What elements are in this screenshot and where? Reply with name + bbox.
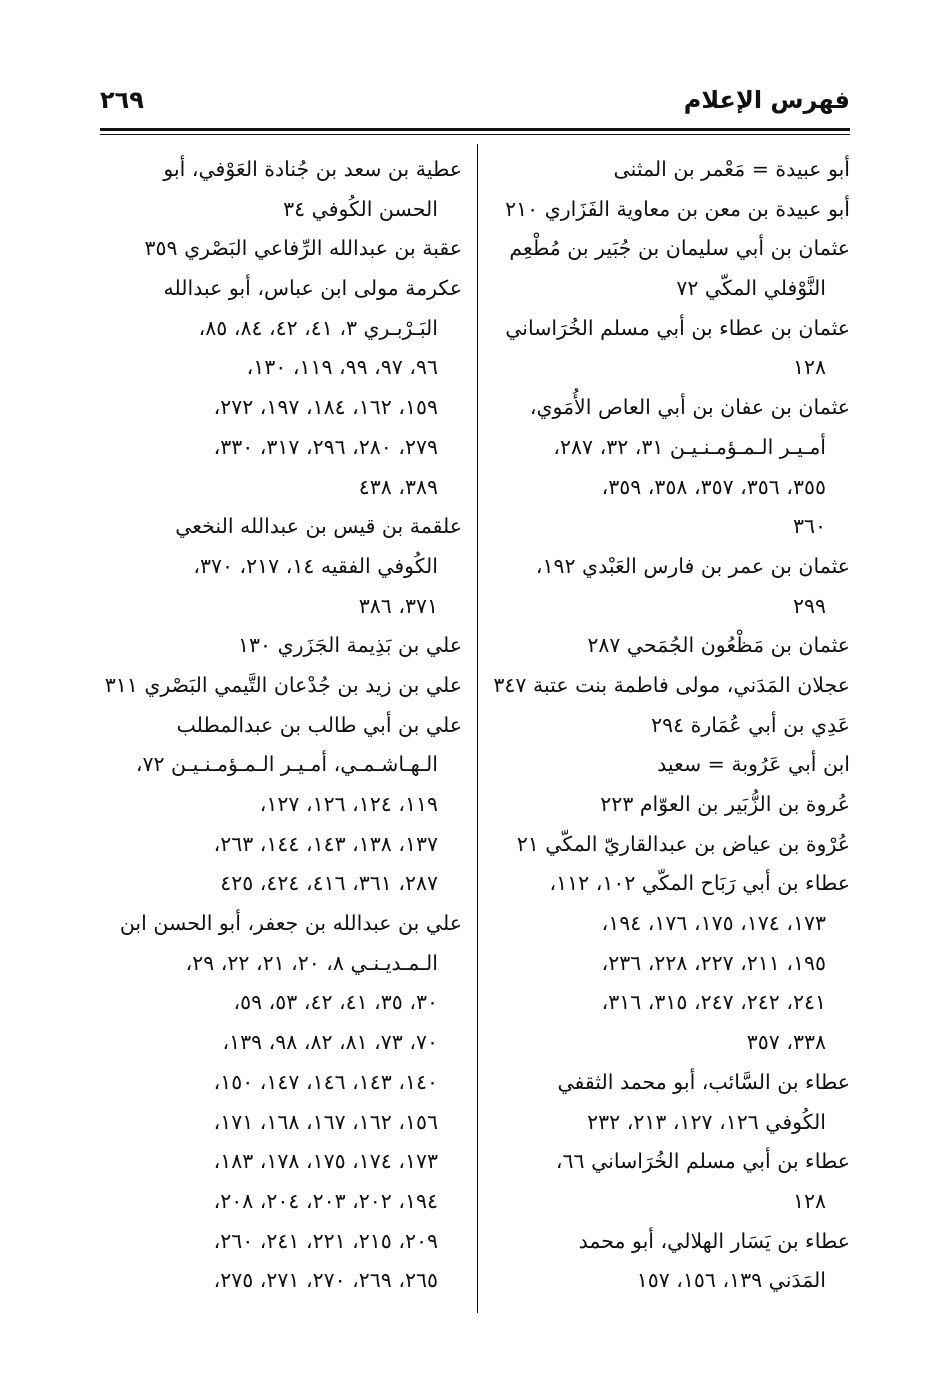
index-entry-line: علي بن عبدالله بن جعفر، أبو الحسن ابن bbox=[119, 911, 462, 936]
index-entry-line: علي بن زيد بن جُدْعان التَّيمي البَصْري ٣١١ bbox=[104, 672, 462, 697]
index-entry-line: عطاء بن يَسَار الهلالي، أبو محمد bbox=[578, 1228, 850, 1253]
index-entry-line: ١٢٨ bbox=[792, 1188, 826, 1213]
page-number: ٢٦٩ bbox=[100, 86, 144, 114]
index-entry-line: عثمان بن أبي سليمان بن جُبَير بن مُطْعِم bbox=[509, 236, 850, 261]
index-entry-line: ١٥٦، ١٦٢، ١٦٧، ١٦٨، ١٧١، bbox=[213, 1109, 438, 1134]
index-entry-line: عطاء بن السَّائب، أبو محمد الثقفي bbox=[557, 1069, 850, 1094]
index-entry-line: ٢٩٩ bbox=[792, 593, 826, 618]
index-entry-line: ٩٦، ٩٧، ٩٩، ١١٩، ١٣٠، bbox=[246, 355, 438, 380]
index-entry-line: الـمـديـنـي ٨، ٢٠، ٢١، ٢٢، ٢٩، bbox=[185, 950, 438, 975]
column-divider bbox=[477, 144, 478, 1313]
index-entry-line: ١٢٨ bbox=[792, 355, 826, 380]
index-entry-line: ٣٥٥، ٣٥٦، ٣٥٧، ٣٥٨، ٣٥٩، bbox=[601, 474, 826, 499]
index-entry-line: ٢٠٩، ٢١٥، ٢٢١، ٢٤١، ٢٦٠، bbox=[213, 1228, 438, 1253]
index-entry-line: ٢٦٥، ٢٦٩، ٢٧٠، ٢٧١، ٢٧٥، bbox=[213, 1268, 438, 1293]
index-entry-line: عجلان المَدَني، مولى فاطمة بنت عتبة ٣٤٧ bbox=[493, 672, 850, 697]
index-entry-line: ١٩٥، ٢١١، ٢٢٧، ٢٢٨، ٢٣٦، bbox=[601, 950, 826, 975]
index-entry-line: علقمة بن قيس بن عبدالله النخعي bbox=[175, 514, 462, 539]
index-entry-line: عثمان بن عفان بن أبي العاص الأُمَوي، bbox=[529, 395, 850, 420]
index-entry-line: عثمان بن عمر بن فارس العَبْدي ١٩٢، bbox=[535, 553, 850, 578]
index-entry-line: ١٩٤، ٢٠٢، ٢٠٣، ٢٠٤، ٢٠٨، bbox=[213, 1188, 438, 1213]
index-entry-line: عثمان بن مَظْعُون الجُمَحي ٢٨٧ bbox=[587, 633, 850, 658]
index-entry-line: عطاء بن أبي رَبَاح المكّي ١٠٢، ١١٢، bbox=[549, 871, 850, 896]
index-entry-line: ٣٧١، ٣٨٦ bbox=[358, 593, 438, 618]
page-header bbox=[100, 80, 850, 120]
index-entry-line: ابن أبي عَرُوبة = سعيد bbox=[657, 752, 850, 777]
index-entry-line: النَّوْفلي المكّي ٧٢ bbox=[676, 276, 826, 301]
header-rule-thin bbox=[100, 134, 850, 135]
index-entry-line: علي بن بَذِيمة الجَزَري ١٣٠ bbox=[238, 633, 462, 658]
header-rule-thick bbox=[100, 128, 850, 131]
index-entry-line: ٢٨٧، ٣٦١، ٤١٦، ٤٢٤، ٤٢٥ bbox=[220, 871, 438, 896]
index-entry-line: ٣٦٠ bbox=[792, 514, 826, 539]
index-entry-line: ١٥٩، ١٦٢، ١٨٤، ١٩٧، ٢٧٢، bbox=[213, 395, 438, 420]
index-entry-line: الكُوفي الفقيه ١٤، ٢١٧، ٣٧٠، bbox=[193, 553, 438, 578]
index-entry-line: ٢٤١، ٢٤٢، ٢٤٧، ٣١٥، ٣١٦، bbox=[601, 990, 826, 1015]
index-entry-line: ٢٧٩، ٢٨٠، ٢٩٦، ٣١٧، ٣٣٠، bbox=[213, 434, 438, 459]
index-entry-line: ١٤٠، ١٤٣، ١٤٦، ١٤٧، ١٥٠، bbox=[213, 1069, 438, 1094]
index-entry-line: أمـيـر الـمـؤمـنـيـن ٣١، ٣٢، ٢٨٧، bbox=[553, 434, 826, 459]
index-entry-line: ٣٠، ٣٥، ٤١، ٤٢، ٥٣، ٥٩، bbox=[233, 990, 438, 1015]
index-entry-line: ١٧٣، ١٧٤، ١٧٥، ١٧٦، ١٩٤، bbox=[601, 911, 826, 936]
index-entry-line: الحسن الكُوفي ٣٤ bbox=[283, 196, 438, 221]
right-column bbox=[493, 150, 850, 1301]
index-entry-line: المَدَني ١٣٩، ١٥٦، ١٥٧ bbox=[636, 1268, 826, 1293]
index-entry-line: علي بن أبي طالب بن عبدالمطلب bbox=[176, 712, 462, 737]
index-entry-line: ١١٩، ١٢٤، ١٢٦، ١٢٧، bbox=[259, 792, 438, 816]
index-entry-line: أبو عبيدة بن معن بن معاوية الفَزَاري ٢١٠ bbox=[505, 196, 850, 221]
index-entry-line: ٧٠، ٧٣، ٨١، ٨٢، ٩٨، ١٣٩، bbox=[222, 1030, 438, 1055]
index-entry-line: عَدِي بن أبي عُمَارة ٢٩٤ bbox=[651, 712, 850, 737]
index-entry-line: أبو عبيدة = مَعْمر بن المثنى bbox=[613, 157, 850, 181]
index-entry-line: عُرْوة بن عياض بن عبدالقاريّ المكّي ٢١ bbox=[516, 831, 850, 856]
index-entry-line: الكُوفي ١٢٦، ١٢٧، ٢١٣، ٢٣٢ bbox=[587, 1109, 826, 1134]
index-entry-line: البَـرْبـري ٣، ٤١، ٤٢، ٨٤، ٨٥، bbox=[198, 315, 438, 340]
left-column bbox=[104, 150, 462, 1301]
index-entry-line: ٣٨٩، ٤٣٨ bbox=[358, 474, 438, 499]
running-title: فهرس الإعلام bbox=[683, 86, 850, 114]
index-entry-line: عُروة بن الزُّبَير بن العوّام ٢٢٣ bbox=[600, 792, 850, 816]
index-entry-line: عطية بن سعد بن جُنادة العَوْفي، أبو bbox=[163, 157, 462, 181]
index-entry-line: عقبة بن عبدالله الرِّفاعي البَصْري ٣٥٩ bbox=[144, 236, 462, 261]
index-entry-line: ١٣٧، ١٣٨، ١٤٣، ١٤٤، ٢٦٣، bbox=[213, 831, 438, 856]
index-entry-line: عكرمة مولى ابن عباس، أبو عبدالله bbox=[163, 276, 462, 301]
index-entry-line: ١٧٣، ١٧٤، ١٧٥، ١٧٨، ١٨٣، bbox=[213, 1149, 438, 1174]
index-entry-line: الـهـاشـمـي، أمـيـر الـمـؤمـنـيـن ٧٢، bbox=[135, 752, 438, 777]
index-entry-line: ٣٣٨، ٣٥٧ bbox=[746, 1030, 826, 1055]
index-entry-line: عطاء بن أبي مسلم الخُرَاساني ٦٦، bbox=[555, 1149, 850, 1174]
index-entry-line: عثمان بن عطاء بن أبي مسلم الخُرَاساني bbox=[505, 315, 850, 340]
